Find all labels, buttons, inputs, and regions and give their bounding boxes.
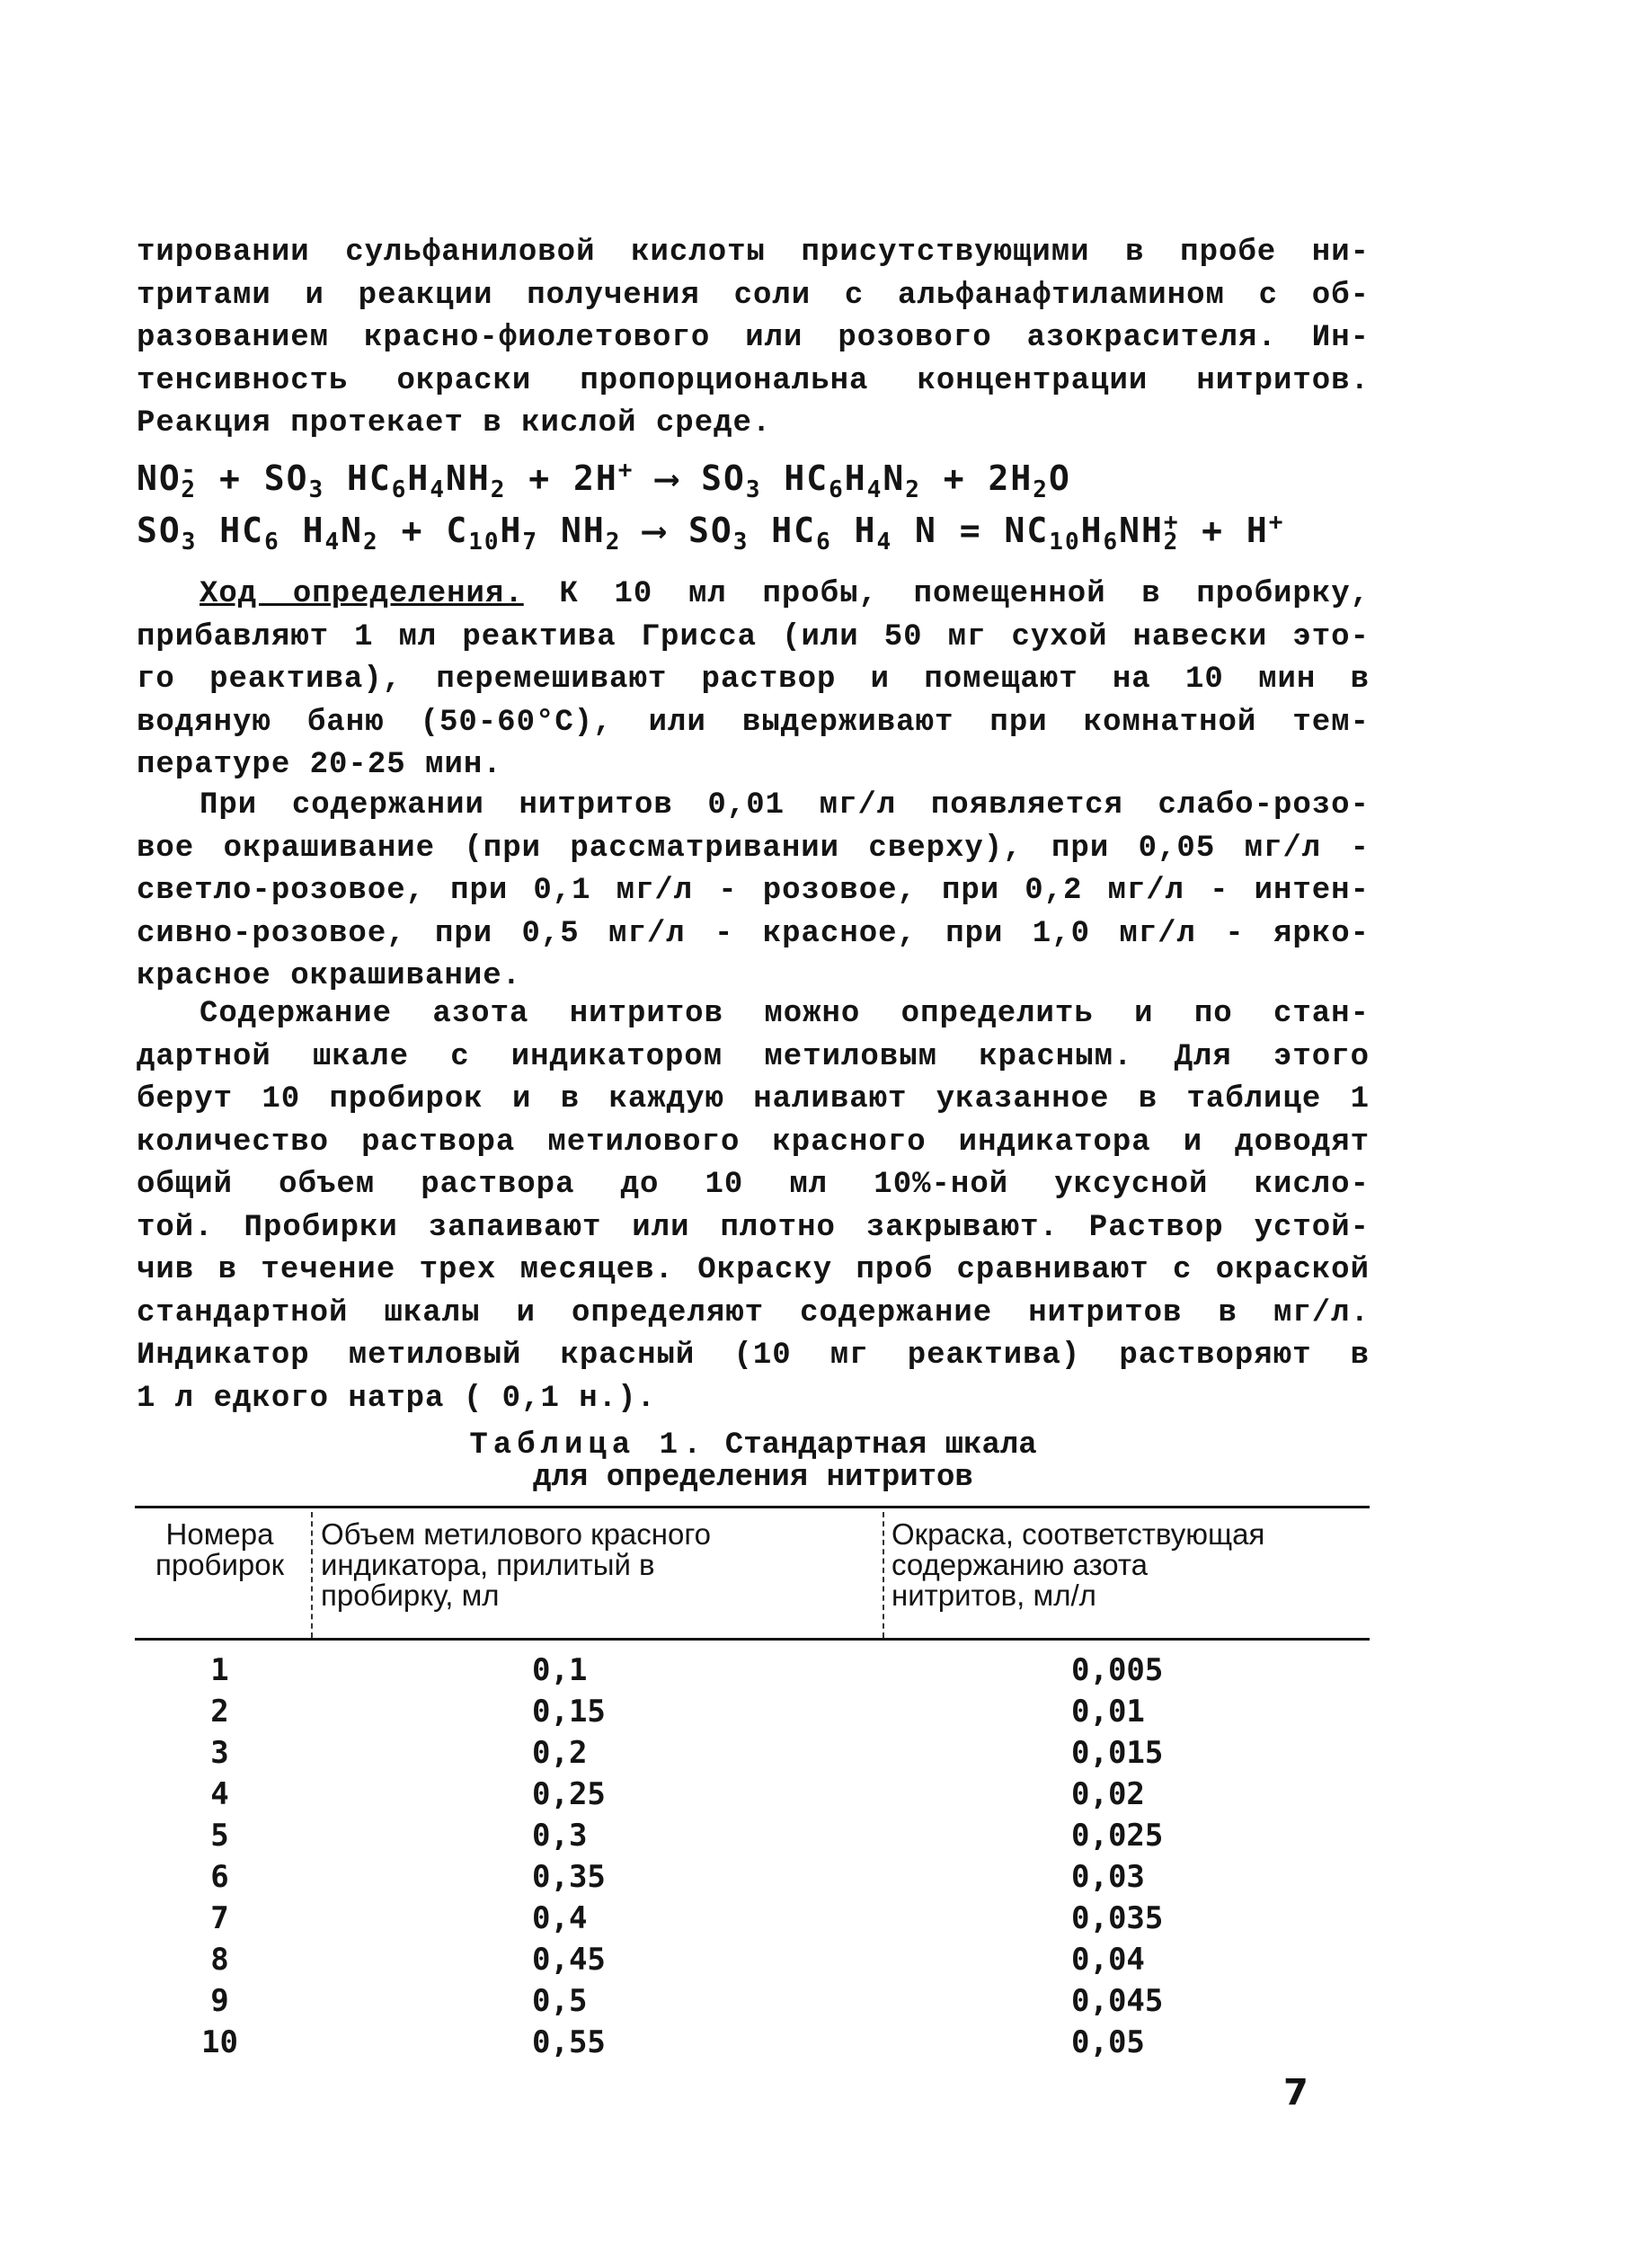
table-row [137, 1983, 1370, 2024]
reaction-equation-2 [137, 509, 1370, 556]
eq-part: H [831, 511, 877, 550]
table-row [137, 1818, 1370, 1859]
eq-subscript: 7 [522, 529, 539, 556]
text-line: дартной шкале с индикатором метиловым красным. Для этого [137, 1039, 1370, 1074]
text-line: Индикатор метиловый красный (10 мг реактива) растворяют в [137, 1339, 1370, 1373]
table-cell-tube: 5 [210, 1818, 229, 1854]
eq-subscript: 2 [605, 529, 622, 556]
eq-part: SO [137, 511, 182, 550]
table-header-indicator-volume: Объем метилового красного индикатора, прилитый в пробирку, мл [321, 1517, 712, 1612]
table-cell-concentration: 0,025 [1071, 1818, 1164, 1854]
table-cell-volume: 0,5 [532, 1983, 588, 2019]
eq-subscript: 4 [324, 529, 342, 556]
table-header-nitrite-color: Окраска, соответствующая содержанию азота нитритов, мл/л [892, 1517, 1265, 1612]
eq-part: NH [445, 458, 491, 498]
table-row [137, 1735, 1370, 1776]
eq-part: NH [538, 511, 606, 550]
text-line: сивно-розовое, при 0,5 мг/л - красное, при 1,0 мг/л - ярко- [137, 916, 1370, 951]
eq-subscript: 10 [1049, 529, 1081, 556]
eq-part: SO [701, 458, 746, 498]
table-row [137, 1776, 1370, 1818]
eq-superscript: - [181, 457, 198, 484]
paragraph-colors [137, 785, 1370, 999]
table-cell-concentration: 0,045 [1071, 1983, 1164, 2019]
table-cell-concentration: 0,02 [1071, 1776, 1145, 1812]
table-cell-concentration: 0,015 [1071, 1735, 1164, 1771]
eq-subscript: 3 [732, 529, 750, 556]
eq-part: HC [749, 511, 817, 550]
eq-subscript: 3 [745, 476, 762, 503]
eq-subscript: 6 [816, 529, 832, 556]
table-column-divider [883, 1512, 884, 1638]
table-cell-concentration: 0,01 [1071, 1694, 1145, 1730]
page-number: 7 [1283, 2072, 1308, 2113]
table-caption-label: Таблица 1. [469, 1428, 707, 1463]
eq-subscript: 10 [468, 529, 501, 556]
eq-subscript: 6 [1103, 529, 1120, 556]
eq-subscript: 4 [866, 476, 883, 503]
paragraph-procedure [137, 574, 1370, 787]
table-cell-concentration: 0,005 [1071, 1652, 1164, 1688]
table-cell-tube: 6 [210, 1859, 229, 1895]
eq-part: + SO [197, 458, 309, 498]
table-caption-line2: для определения нитритов [533, 1461, 973, 1495]
eq-part: N = NC [892, 511, 1050, 550]
eq-part: HC [761, 458, 829, 498]
eq-subscript: 2 [1033, 476, 1049, 503]
eq-part: H [279, 511, 325, 550]
eq-subscript: 2 [490, 476, 507, 503]
table-cell-tube: 10 [201, 2024, 238, 2060]
eq-subscript: 4 [876, 529, 893, 556]
table-cell-tube: 2 [210, 1694, 229, 1730]
text-line: Содержание азота нитритов можно определить и по стан- [200, 997, 1370, 1031]
eq-part: N [883, 458, 906, 498]
eq-superscript: + [1268, 509, 1285, 536]
eq-subscript: 6 [829, 476, 845, 503]
table-cell-volume: 0,1 [532, 1652, 588, 1688]
eq-part: HC [197, 511, 265, 550]
text-fragment: К 10 мл пробы, помещенной в пробирку, [523, 577, 1371, 611]
eq-part: NH [1119, 511, 1164, 550]
table-cell-volume: 0,4 [532, 1900, 588, 1936]
eq-part: H [500, 511, 523, 550]
eq-part: + H [1179, 511, 1269, 550]
eq-arrow: ⟶ [634, 458, 702, 498]
table-header-tube-number: Номера пробирок [155, 1517, 285, 1581]
table-cell-volume: 0,15 [532, 1694, 606, 1730]
table-cell-concentration: 0,05 [1071, 2024, 1145, 2060]
table-cell-concentration: 0,04 [1071, 1942, 1145, 1978]
table-row [137, 1942, 1370, 1983]
eq-subscript: 2 [1163, 529, 1180, 556]
table-caption-title: Стандартная шкала [706, 1428, 1037, 1463]
text-line: 1 л едкого натра ( 0,1 н.). [137, 1381, 656, 1416]
eq-part: H [844, 458, 867, 498]
text-line: При содержании нитритов 0,01 мг/л появляется слабо-розо- [200, 788, 1370, 823]
table-cell-volume: 0,55 [532, 2024, 606, 2060]
table-header-rule [135, 1638, 1370, 1641]
text-line: чив в течение трех месяцев. Окраску проб сравнивают с окраской [137, 1253, 1370, 1287]
text-line [137, 574, 1370, 617]
eq-subscript: 4 [430, 476, 446, 503]
eq-part: + 2H [920, 458, 1033, 498]
text-line: пературе 20-25 мин. [137, 748, 502, 782]
paragraph-intro [137, 232, 1370, 446]
paragraph-standard-scale [137, 993, 1370, 1420]
table-row [137, 1900, 1370, 1942]
table-cell-volume: 0,2 [532, 1735, 588, 1771]
eq-part: O [1048, 458, 1071, 498]
text-line: го реактива), перемешивают раствор и помещают на 10 мин в [137, 663, 1370, 697]
text-line: берут 10 пробирок и в каждую наливают указанное в таблице 1 [137, 1082, 1370, 1116]
table-top-rule [135, 1506, 1370, 1508]
table-row [137, 1859, 1370, 1900]
eq-arrow: ⟶ [621, 511, 688, 550]
text-line: прибавляют 1 мл реактива Грисса (или 50 мг сухой навески это- [137, 619, 1370, 654]
eq-subscript: 6 [264, 529, 280, 556]
text-line: количество раствора метилового красного индикатора и доводят [137, 1125, 1370, 1160]
eq-superscript: + [1163, 509, 1180, 536]
table-cell-concentration: 0,03 [1071, 1859, 1145, 1895]
eq-subscript: 3 [181, 529, 198, 556]
text-line: светло-розовое, при 0,1 мг/л - розовое, при 0,2 мг/л - интен- [137, 874, 1370, 908]
table-row [137, 2024, 1370, 2066]
table-cell-concentration: 0,035 [1071, 1900, 1164, 1936]
text-line: водяную баню (50-60°С), или выдерживают при комнатной тем- [137, 705, 1370, 740]
text-line: Реакция протекает в кислой среде. [137, 406, 772, 440]
text-line: красное окрашивание. [137, 959, 522, 993]
eq-part: H [407, 458, 430, 498]
eq-part: + C [378, 511, 469, 550]
section-heading: Ход определения. [200, 577, 524, 611]
table-cell-tube: 1 [210, 1652, 229, 1688]
eq-part: N [341, 511, 364, 550]
text-line: тировании сульфаниловой кислоты присутствующими в пробе ни- [137, 236, 1370, 270]
eq-subscript: 2 [905, 476, 921, 503]
table-column-divider [311, 1512, 313, 1638]
table-cell-tube: 4 [210, 1776, 229, 1812]
eq-subscript: 6 [391, 476, 408, 503]
eq-part: H [1080, 511, 1104, 550]
text-line: вое окрашивание (при рассматривании сверху), при 0,05 мг/л - [137, 831, 1370, 866]
table-cell-tube: 3 [210, 1735, 229, 1771]
table-row [137, 1694, 1370, 1735]
eq-part: + 2H [506, 458, 618, 498]
text-line: той. Пробирки запаивают или плотно закрывают. Раствор устой- [137, 1210, 1370, 1245]
text-line: общий объем раствора до 10 мл 10%-ной уксусной кисло- [137, 1168, 1370, 1202]
text-line: разованием красно-фиолетового или розового азокрасителя. Ин- [137, 321, 1370, 355]
table-row [137, 1652, 1370, 1694]
eq-subscript: 3 [308, 476, 325, 503]
eq-part: SO [688, 511, 733, 550]
eq-superscript: + [617, 457, 634, 484]
text-line: тритами и реакции получения соли с альфанафтиламином с об- [137, 278, 1370, 313]
eq-subscript: 2 [181, 476, 198, 503]
reaction-equation-1 [137, 457, 1370, 503]
table-cell-tube: 8 [210, 1942, 229, 1978]
table-cell-volume: 0,3 [532, 1818, 588, 1854]
eq-subscript: 2 [363, 529, 379, 556]
table-cell-volume: 0,45 [532, 1942, 606, 1978]
table-caption [137, 1429, 1370, 1462]
eq-part: NO [137, 458, 182, 498]
table-cell-tube: 9 [210, 1983, 229, 2019]
table-cell-tube: 7 [210, 1900, 229, 1936]
table-cell-volume: 0,25 [532, 1776, 606, 1812]
table-cell-volume: 0,35 [532, 1859, 606, 1895]
text-line: тенсивность окраски пропорциональна концентрации нитритов. [137, 363, 1370, 398]
eq-part: HC [324, 458, 392, 498]
text-line: стандартной шкалы и определяют содержание нитритов в мг/л. [137, 1295, 1370, 1330]
